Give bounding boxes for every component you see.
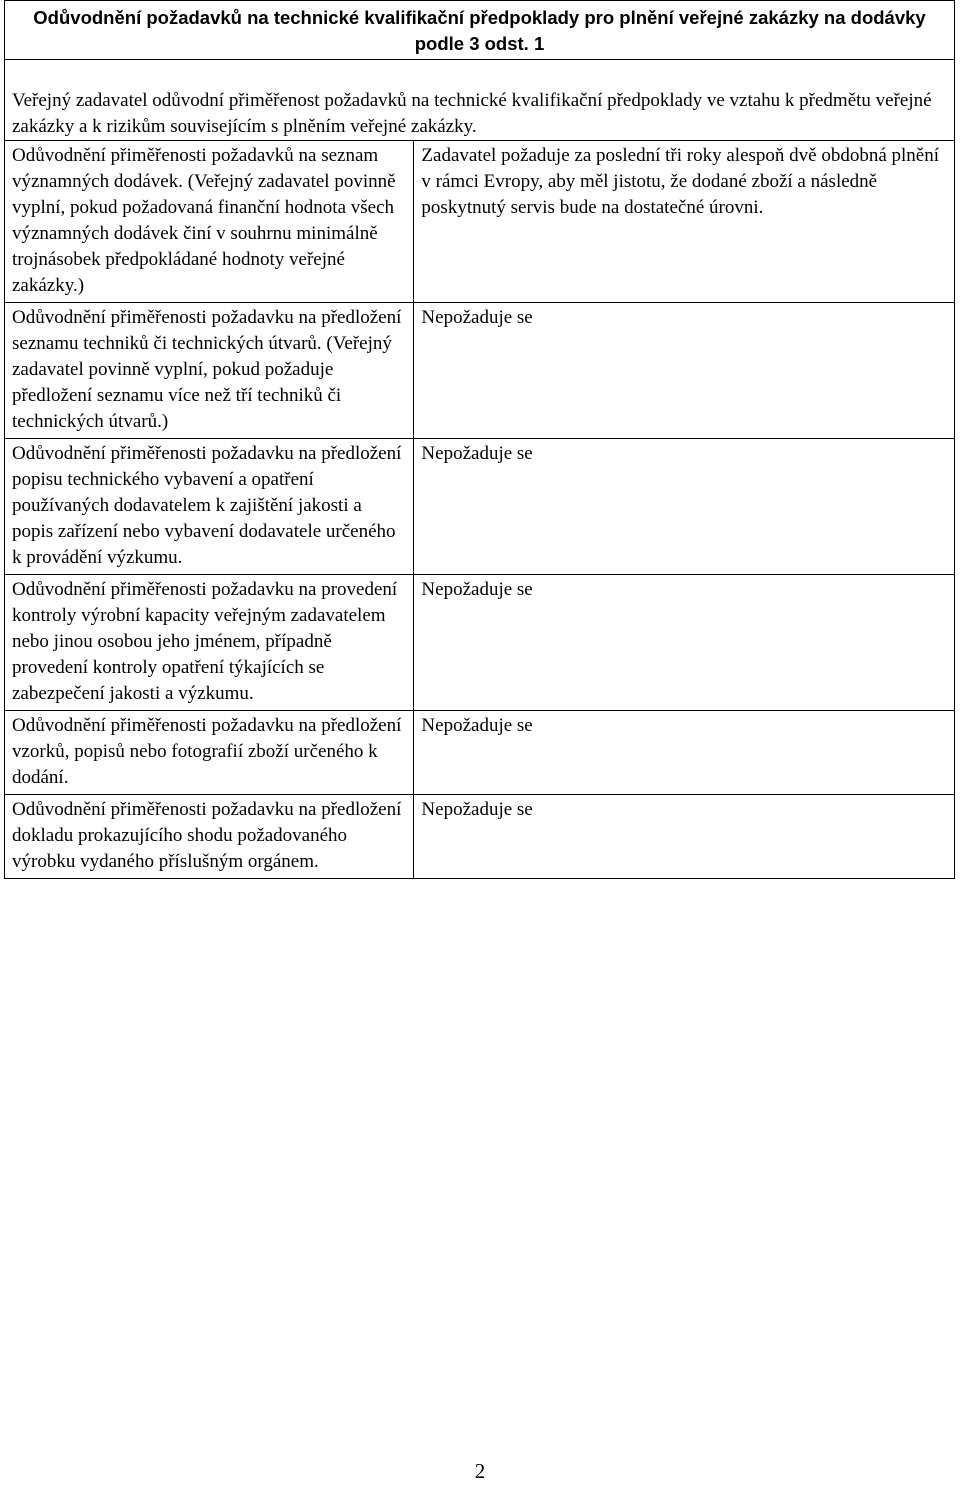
justification-cell: Odůvodnění přiměřenosti požadavku na předložení seznamu techniků či technických útvarů. (Veřejný zadavatel povinně vyplní, pokud požaduje předložení seznamu více než tří techniků či technických útvarů.) [5,303,414,439]
response-cell: Nepožaduje se [414,439,955,575]
requirements-table [4,0,955,879]
justification-cell: Odůvodnění přiměřenosti požadavku na předložení popisu technického vybavení a opatření používaných dodavatelem k zajištění jakosti a popis zařízení nebo vybavení dodavatele určeného k provádění výzkumu. [5,439,414,575]
table-row [5,711,955,795]
intro-spacer [12,62,947,88]
intro-cell [5,60,955,141]
table-row [5,141,955,303]
document-page [4,0,955,879]
response-cell: Nepožaduje se [414,575,955,711]
heading-row [5,1,955,60]
table-row [5,795,955,879]
justification-cell: Odůvodnění přiměřenosti požadavku na provedení kontroly výrobní kapacity veřejným zadavatelem nebo jinou osobou jeho jménem, případně provedení kontroly opatření týkajících se zabezpečení jakosti a výzkumu. [5,575,414,711]
intro-row [5,60,955,141]
table-row [5,439,955,575]
justification-cell: Odůvodnění přiměřenosti požadavků na seznam významných dodávek. (Veřejný zadavatel povinně vyplní, pokud požadovaná finanční hodnota všech významných dodávek činí v souhrnu minimálně trojnásobek předpokládané hodnoty veřejné zakázky.) [5,141,414,303]
table-row [5,575,955,711]
table-row [5,303,955,439]
response-cell: Nepožaduje se [414,795,955,879]
justification-cell: Odůvodnění přiměřenosti požadavku na předložení dokladu prokazujícího shodu požadovaného výrobku vydaného příslušným orgánem. [5,795,414,879]
justification-cell: Odůvodnění přiměřenosti požadavku na předložení vzorků, popisů nebo fotografií zboží určeného k dodání. [5,711,414,795]
response-cell: Nepožaduje se [414,303,955,439]
response-cell: Zadavatel požaduje za poslední tři roky alespoň dvě obdobná plnění v rámci Evropy, aby měl jistotu, že dodané zboží a následně poskytnutý servis bude na dostatečné úrovni. [414,141,955,303]
response-cell: Nepožaduje se [414,711,955,795]
intro-text: Veřejný zadavatel odůvodní přiměřenost požadavků na technické kvalifikační předpoklady ve vztahu k předmětu veřejné zakázky a k rizikům souvisejícím s plněním veřejné zakázky. [12,90,932,137]
page-number: 2 [474,1459,486,1483]
document-heading: Odůvodnění požadavků na technické kvalifikační předpoklady pro plnění veřejné zakázky na dodávky podle 3 odst. 1 [5,1,955,60]
